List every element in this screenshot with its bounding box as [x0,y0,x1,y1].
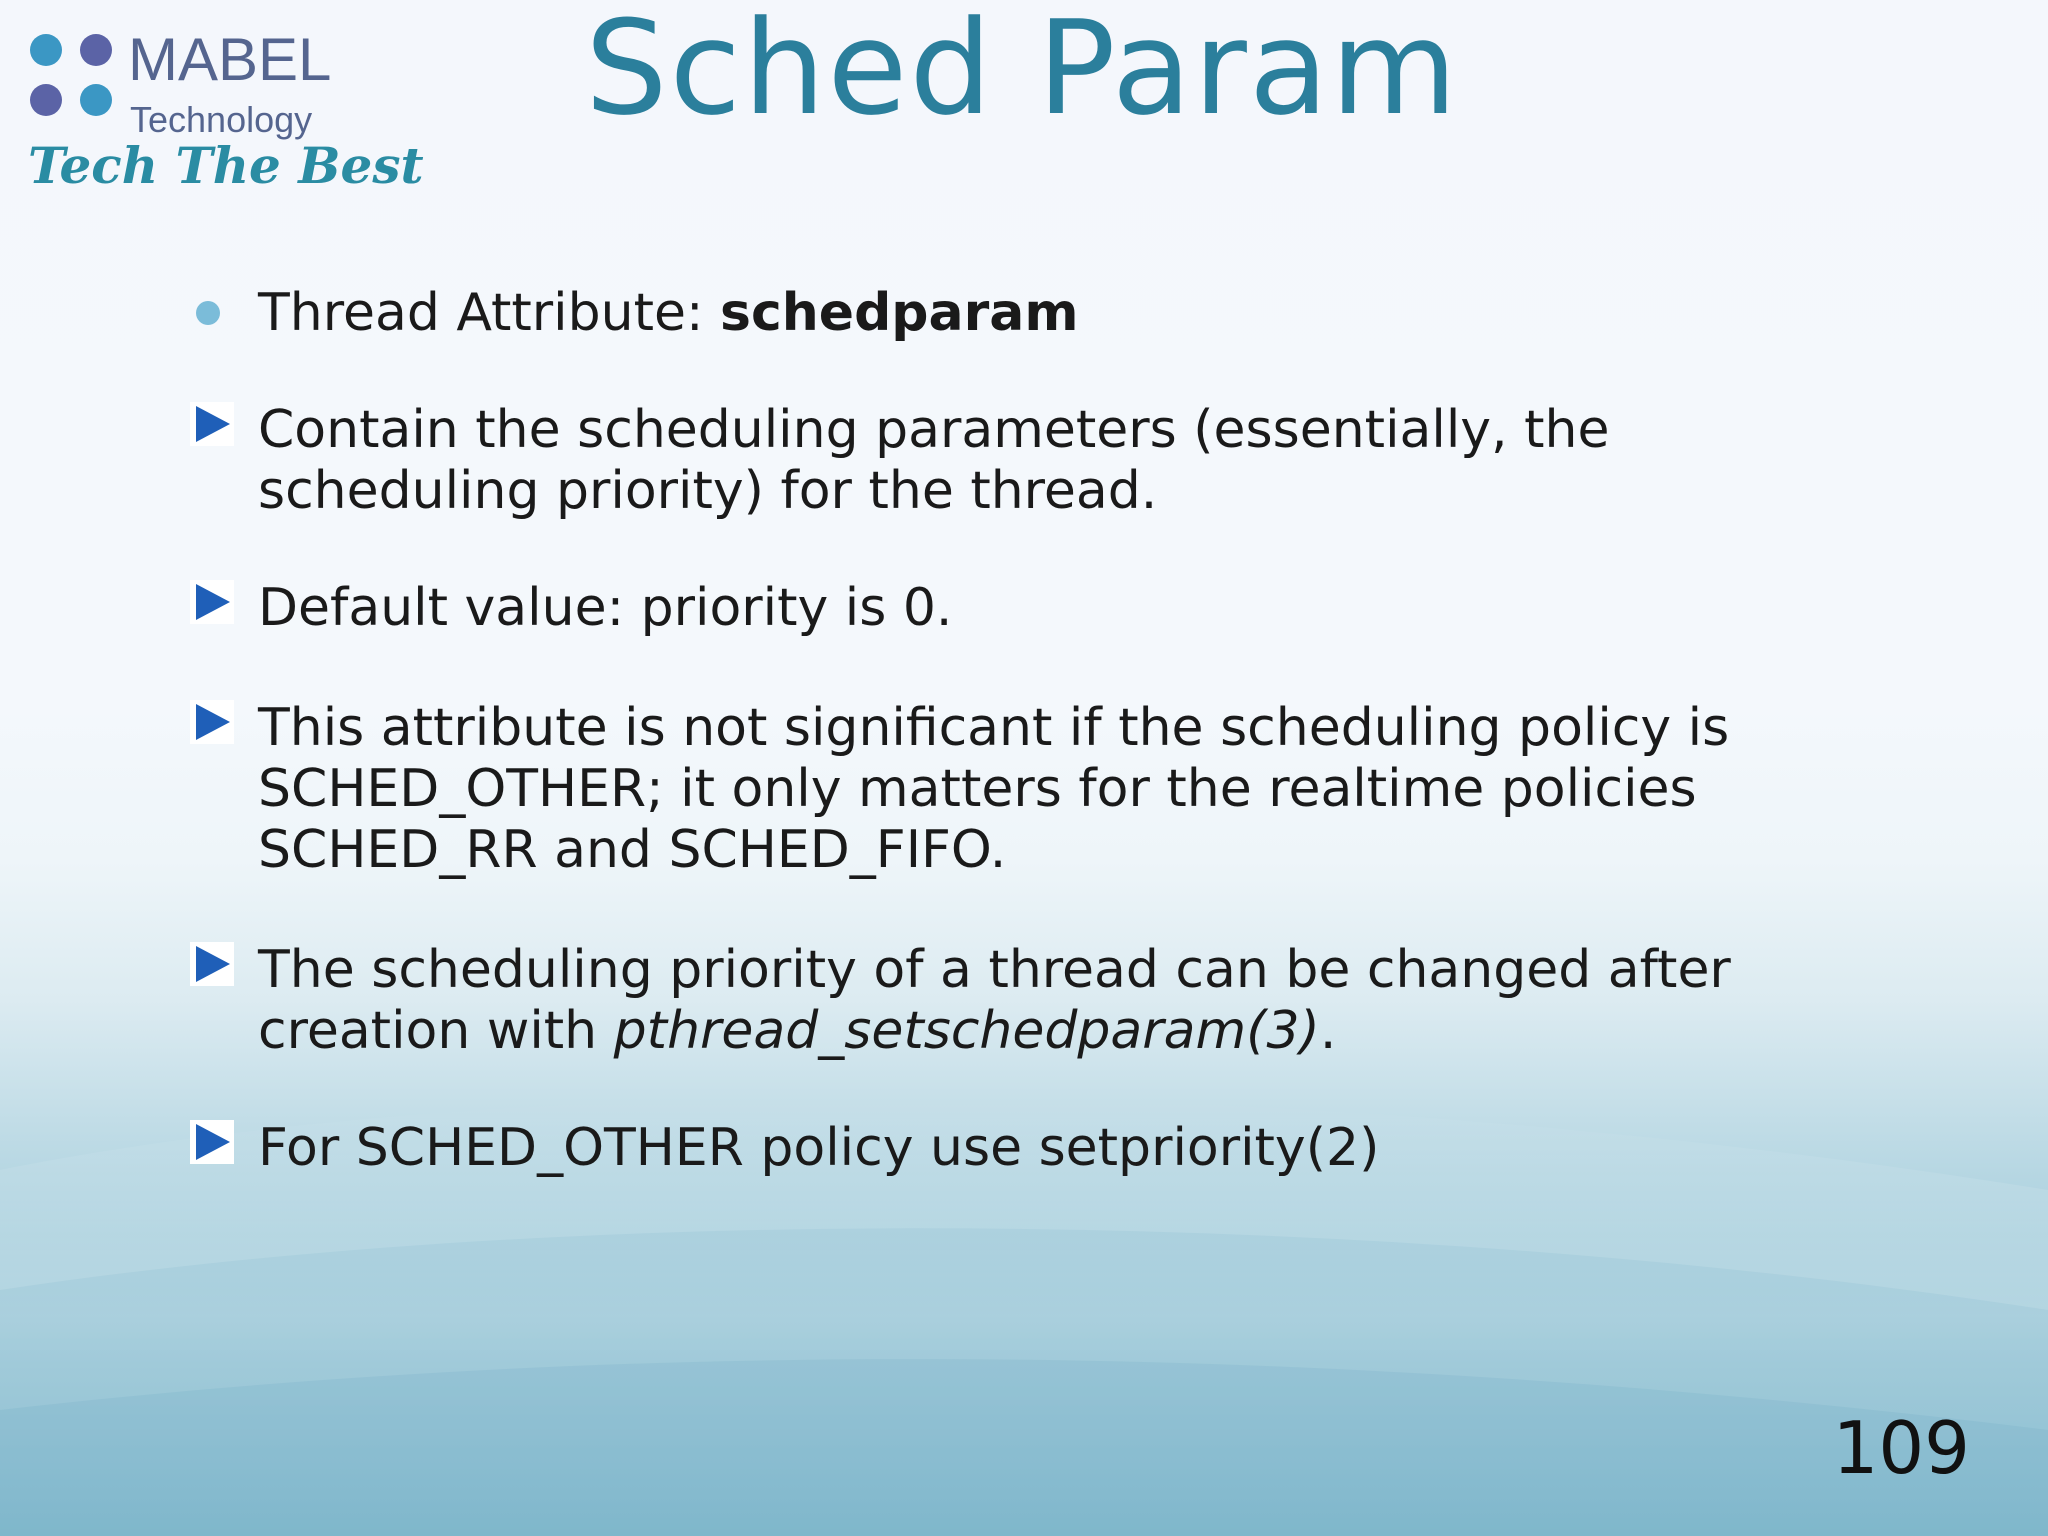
logo-tagline: Tech The Best [28,136,424,195]
list-item: For SCHED_OTHER policy use setpriority(2) [258,1118,1380,1178]
triangle-bullet-icon [190,402,234,446]
list-item [258,940,1898,1062]
bullet-dot-icon [196,301,220,325]
list-item: Contain the scheduling parameters (essentially, the scheduling priority) for the thread. [258,400,1610,521]
list-item: This attribute is not significant if the scheduling policy is SCHED_OTHER; it only matters for the realtime policies SCHED_RR and SCHED_FIFO. [258,698,1730,880]
slide-title: Sched Param [585,0,1460,144]
logo-subtitle: Technology [130,99,313,140]
function-reference: pthread_setschedparam(3) [613,1001,1320,1061]
list-item-heading [258,283,1898,344]
triangle-bullet-icon [190,580,234,624]
list-item: Default value: priority is 0. [258,578,953,638]
triangle-bullet-icon [190,942,234,986]
triangle-bullet-icon [190,1120,234,1164]
logo-brand: MABEL [128,26,332,93]
heading-prefix: Thread Attribute: [258,283,721,343]
item-prefix: The scheduling priority of a thread can be changed after creation with [258,940,1731,1061]
item-suffix: . [1319,1001,1337,1061]
triangle-bullet-icon [190,700,234,744]
page-number: 109 [1832,1406,1970,1490]
heading-bold-term: schedparam [720,283,1079,343]
